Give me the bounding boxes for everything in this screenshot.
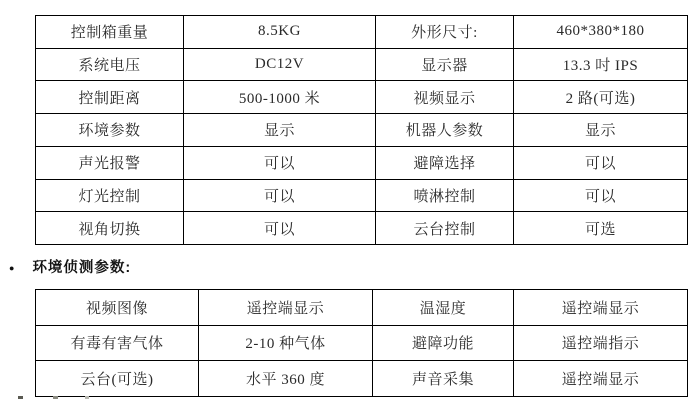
spec-cell: 13.3 吋 IPS: [514, 48, 688, 81]
spec-cell: 声光报警: [36, 146, 184, 179]
env-cell: 避障功能: [373, 325, 514, 361]
spec-cell: 避障选择: [376, 146, 514, 179]
spec-cell: 可以: [514, 179, 688, 212]
env-cell: 水平 360 度: [199, 361, 373, 397]
spec-table: [35, 15, 688, 245]
spec-cell: 可以: [184, 179, 376, 212]
spec-cell: 云台控制: [376, 212, 514, 245]
section-heading: [9, 256, 131, 277]
env-cell: 云台(可选): [36, 361, 199, 397]
bullet-icon: ●: [9, 262, 16, 273]
spec-cell: 显示器: [376, 48, 514, 81]
spec-cell: 显示: [514, 114, 688, 147]
table-row: [36, 114, 688, 147]
env-cell: 温湿度: [373, 290, 514, 326]
spec-cell: 外形尺寸:: [376, 16, 514, 49]
table-row: [36, 290, 688, 326]
env-cell: 有毒有害气体: [36, 325, 199, 361]
spec-cell: 控制箱重量: [36, 16, 184, 49]
spec-cell: 可以: [184, 212, 376, 245]
table-row: [36, 48, 688, 81]
env-cell: 遥控端显示: [514, 290, 688, 326]
spec-cell: 显示: [184, 114, 376, 147]
spec-cell: 系统电压: [36, 48, 184, 81]
spec-cell: 控制距离: [36, 81, 184, 114]
spec-cell: 环境参数: [36, 114, 184, 147]
spec-cell: 视角切换: [36, 212, 184, 245]
table-row: [36, 361, 688, 397]
spec-cell: 可以: [514, 146, 688, 179]
spec-cell: 2 路(可选): [514, 81, 688, 114]
spec-cell: 可以: [184, 146, 376, 179]
spec-cell: 视频显示: [376, 81, 514, 114]
spec-cell: 机器人参数: [376, 114, 514, 147]
table-row: [36, 81, 688, 114]
env-cell: 2-10 种气体: [199, 325, 373, 361]
spec-cell: 8.5KG: [184, 16, 376, 49]
table-row: [36, 212, 688, 245]
env-table: [35, 289, 688, 397]
table-row: [36, 146, 688, 179]
env-cell: 遥控端显示: [199, 290, 373, 326]
env-cell: 声音采集: [373, 361, 514, 397]
spec-cell: 喷淋控制: [376, 179, 514, 212]
spec-cell: 500-1000 米: [184, 81, 376, 114]
spec-cell: 灯光控制: [36, 179, 184, 212]
spec-cell: 可选: [514, 212, 688, 245]
section-heading-label: 环境侦测参数:: [32, 260, 132, 276]
spec-cell: DC12V: [184, 48, 376, 81]
table-row: [36, 16, 688, 49]
table-row: [36, 325, 688, 361]
spec-cell: 460*380*180: [514, 16, 688, 49]
table-row: [36, 179, 688, 212]
env-cell: 视频图像: [36, 290, 199, 326]
env-cell: 遥控端显示: [514, 361, 688, 397]
env-cell: 遥控端指示: [514, 325, 688, 361]
cropped-text-fragment: [15, 396, 135, 401]
